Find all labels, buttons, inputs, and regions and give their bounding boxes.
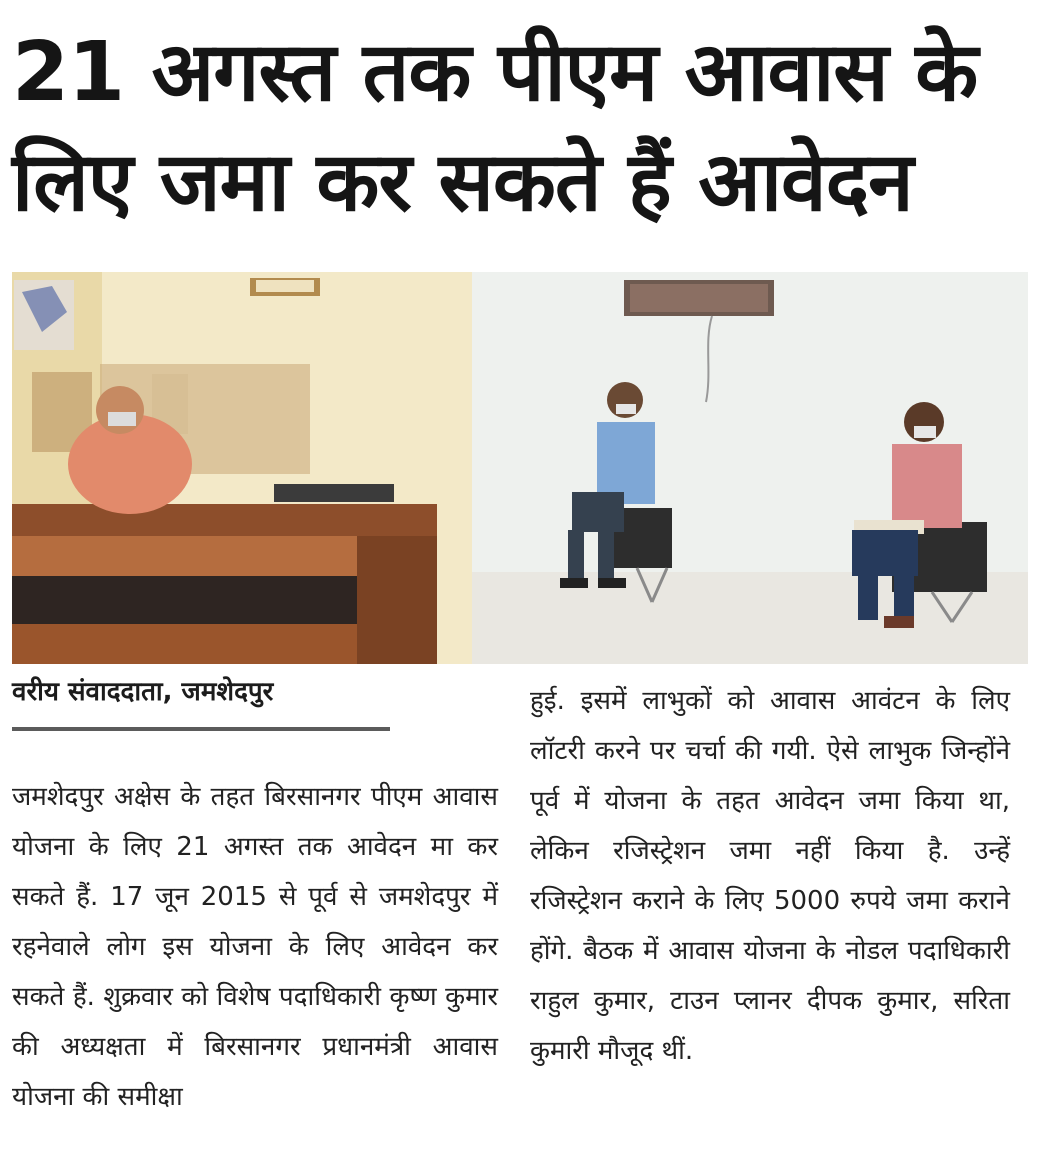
news-photo: [12, 272, 1028, 664]
article-column-left: जमशेदपुर अक्षेस के तहत बिरसानगर पीएम आवास योजना के लिए 21 अगस्त तक आवेदन मा कर सकते हैं. 17 जून 2015 से पूर्व से जमशेदपुर में रहनेवाले लोग इस योजना के लिए आवेदन कर सकते हैं. शुक्रवार को विशेष पदाधिकारी कृष्ण कुमार की अध्यक्षता में बिरसानगर प्रधानमंत्री आवास योजना की समीक्षा: [12, 782, 498, 1112]
byline: वरीय संवाददाता, जमशेदपुर: [12, 677, 274, 707]
office-meeting-photo: [12, 272, 1028, 664]
byline-divider: [12, 727, 390, 731]
article-column-right: हुई. इसमें लाभुकों को आवास आवंटन के लिए लॉटरी करने पर चर्चा की गयी. ऐसे लाभुक जिन्होंने पूर्व में योजना के तहत आवेदन जमा किया था, लेकिन रजिस्ट्रेशन जमा नहीं किया है. उन्हें रजिस्ट्रेशन कराने के लिए 5000 रुपये जमा कराने होंगे. बैठक में आवास योजना के नोडल पदाधिकारी राहुल कुमार, टाउन प्लानर दीपक कुमार, सरिता कुमारी मौजूद थीं.: [530, 686, 1010, 1066]
headline: 21 अगस्त तक पीएम आवास के लिए जमा कर सकते हैं आवेदन: [12, 25, 978, 230]
